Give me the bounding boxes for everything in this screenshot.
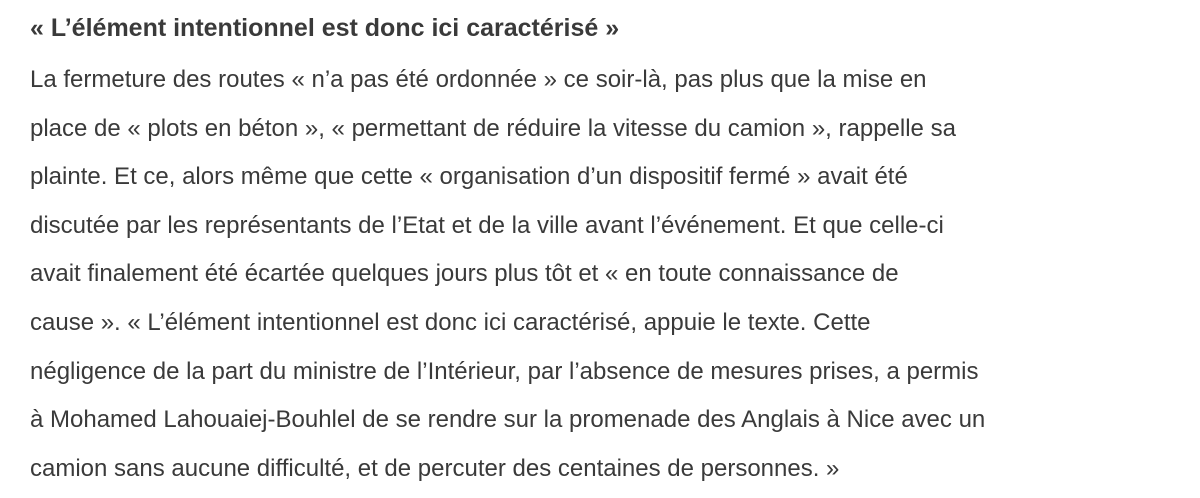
paragraph-line: avait finalement été écartée quelques jours plus tôt et « en toute connaissance de <box>30 260 899 288</box>
section-heading: « L’élément intentionnel est donc ici caractérisé » <box>30 14 620 42</box>
paragraph-line: plainte. Et ce, alors même que cette « organisation d’un dispositif fermé » avait été <box>30 163 908 191</box>
paragraph-line: camion sans aucune difficulté, et de percuter des centaines de personnes. » <box>30 454 840 482</box>
paragraph-line: négligence de la part du ministre de l’Intérieur, par l’absence de mesures prises, a permis <box>30 357 979 385</box>
paragraph-line: La fermeture des routes « n’a pas été ordonnée » ce soir-là, pas plus que la mise en <box>30 66 927 93</box>
paragraph-line: place de « plots en béton », « permettant de réduire la vitesse du camion », rappelle sa <box>30 114 956 142</box>
body-paragraph <box>30 56 1190 493</box>
paragraph-line: discutée par les représentants de l’Etat et de la ville avant l’événement. Et que celle-ci <box>30 211 944 239</box>
paragraph-line: à Mohamed Lahouaiej-Bouhlel de se rendre sur la promenade des Anglais à Nice avec un <box>30 406 986 434</box>
paragraph-line: cause ». « L’élément intentionnel est donc ici caractérisé, appuie le texte. Cette <box>30 308 871 336</box>
